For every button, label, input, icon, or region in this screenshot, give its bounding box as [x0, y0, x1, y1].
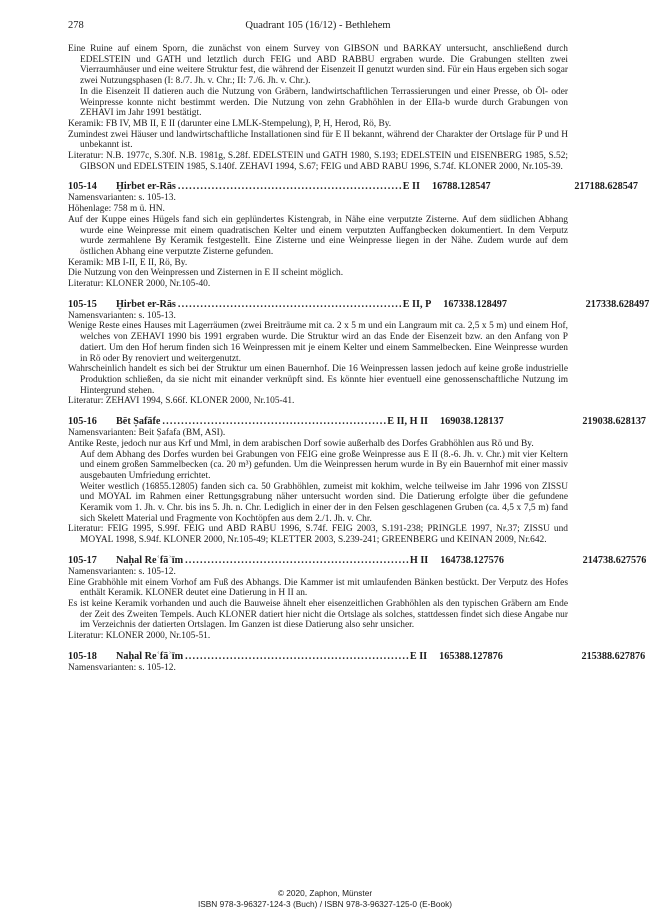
leader-dots: ............................................................ [177, 181, 403, 193]
coordinate-1: 164738.127576 [440, 554, 504, 566]
site-entry [68, 298, 650, 407]
entry-text: Literatur: KLONER 2000, Nr.105-40. [68, 279, 211, 290]
entry-text: Literatur: KLONER 2000, Nr.105-51. [68, 631, 211, 642]
coordinate-1: 169038.128137 [440, 416, 504, 428]
period-label: E II, P [402, 298, 432, 310]
site-entry [68, 554, 647, 642]
entries-list [68, 181, 650, 673]
entry-text: Wenige Reste eines Hauses mit Lagerräumen (zwei Breiträume mit ca. 2 x 5 m und ein Langraum mit ca. 2,5 x 5 m) und einem Hof, welches von ZEHAVI 1990 bis 1991 ergraben wurde. Die Struktur wird an das Ende der Eisenzeit bzw. an den Anfang von P datiert. Um den Hof herum finden sich 16 Weinpressen mit je einem Kelter und einem Sammelbecken. Eine Weinpresse wurden in Rö oder By renoviert und weitergenutzt. [68, 321, 568, 364]
page-header [68, 20, 568, 34]
coordinate-1: 16788.128547 [431, 181, 491, 193]
entry-text: Namensvarianten: s. 105-13. [68, 193, 176, 204]
entry-text: Namensvarianten: Beit Ṣafafa (BM, ASI). [68, 428, 226, 439]
intro-paragraph: In die Eisenzeit II datieren auch die Nutzung von Gräbern, landwirtschaftlichen Terrassierungen und einer Presse, ob Öl- oder Weinpresse konnte nicht bestimmt werden. Die Nutzung von zehn Grabhöhlen in der EIIa-b wurde durch Grabungen von ZEHAVI im Jahr 1991 bestätigt. [80, 86, 568, 119]
page-number: 278 [68, 20, 84, 31]
site-name: Naḥal Reʿfāʾīm [116, 554, 184, 566]
leader-dots: ............................................................ [185, 650, 410, 662]
site-entry [68, 181, 638, 290]
entry-text: Höhenlage: 758 m ü. HN. [68, 204, 165, 215]
coordinate-2: 219038.628137 [582, 416, 646, 428]
coordinate-2: 215388.627876 [581, 650, 646, 662]
entry-text: Wahrscheinlich handelt es sich bei der Struktur um einen Bauernhof. Die 16 Weinpressen lassen jedoch auf keine große industrielle Produktion schließen, da sie nicht mit einander verknüpft sind. Es könnte hier eventuell eine genossenschaftliche Nutzung im Hintergrund stehen. [68, 364, 568, 396]
entry-heading [68, 554, 647, 567]
entry-text: Auf der Kuppe eines Hügels fand sich ein geplündertes Kistengrab, in Nähe eine verputzte Zisterne. Auf dem südlichen Abhang wurde eine Weinpresse mit einem quadratischen Kelter und einem verputzten Auffangbecken dokumentiert. In dem Verputz wurde zermahlene By Keramik festgestellt. Eine Zisterne und eine Weinpresse liegen in der Nähe. Zudem wurde auf dem östlichen Abhang eine verputzte Zisterne gefunden. [68, 214, 568, 257]
site-entry [68, 650, 646, 674]
running-title: Quadrant 105 (16/12) - Bethlehem [245, 20, 391, 31]
entry-text: Antike Reste, jedoch nur aus Krf und Mml, in dem arabischen Dorf sowie außerhalb des Dorfes Grabhöhlen aus Rö und By. [68, 438, 534, 449]
entry-text: Namensvarianten: s. 105-13. [68, 310, 176, 321]
site-entry [68, 416, 646, 546]
leader-dots: ............................................................ [177, 298, 403, 310]
entry-heading [68, 181, 638, 193]
entry-text: Literatur: ZEHAVI 1994, S.66f. KLONER 2000, Nr.105-41. [68, 396, 295, 407]
coordinate-1: 167338.128497 [443, 298, 507, 310]
entry-number: 105-17 [68, 554, 97, 566]
entry-number: 105-16 [68, 416, 97, 428]
copyright-line: © 2020, Zaphon, Münster [277, 888, 373, 898]
period-label: E II, H II [387, 416, 428, 428]
entry-text: Die Nutzung von den Weinpressen und Zisternen in E II scheint möglich. [68, 268, 344, 279]
site-name: Naḥal Reʿfāʾīm [116, 650, 184, 662]
entry-text: Es ist keine Keramik vorhanden und auch die Bauweise ähnelt eher eisenzeitlichen Grabhöhlen als den typischen Gräbern am Ende der Zeit des Zweiten Tempels. Auch KLONER datiert hier nicht die Ortslage als solches, stattdessen findet sich diese Angabe nur im Verzeichnis der datierten Ortslagen. Im Ganzen ist diese Datierung also sehr unsicher. [68, 598, 568, 631]
leader-dots: ............................................................ [162, 416, 388, 428]
page-body [68, 44, 650, 673]
site-name: Ḫirbet er-Rās [116, 181, 176, 193]
site-name: Bēt Ṣafāfe [116, 416, 161, 428]
entry-number: 105-15 [68, 298, 97, 310]
leader-dots: ............................................................ [185, 554, 410, 566]
entry-number: 105-14 [68, 181, 97, 193]
site-name: Ḫirbet er-Rās [116, 298, 176, 310]
entry-number: 105-18 [68, 650, 97, 662]
coordinate-1: 165388.127876 [439, 650, 503, 662]
entry-heading [68, 416, 646, 428]
intro-section [68, 44, 568, 172]
period-label: E II [409, 650, 428, 662]
entry-text: Eine Grabhöhle mit einem Vorhof am Fuß des Abhangs. Die Kammer ist mit umlaufenden Bänken bestückt. Der Verputz des Hofes enthält Keramik. KLONER deutet eine Datierung in H II an. [68, 577, 568, 599]
entry-text: Literatur: FEIG 1995, S.99f. FEIG und ABD RABU 1996, S.74f. FEIG 2003, S.191-238; PRINGLE 1997, Nr.37; ZISSU und MOYAL 1998, S.94f. KLONER 2000, Nr.105-49; KLETTER 2003, S.239-241; GREENBERG und KEINAN 2009, Nr.642. [68, 524, 568, 546]
page-footer [0, 888, 650, 909]
entry-text: Auf dem Abhang des Dorfes wurden bei Grabungen von FEIG eine große Weinpresse aus E II (8.-6. Jh. v. Chr.) mit vier Keltern und einem großen Sammelbecken (ca. 20 m³) gefunden. Um die Weinpressen herum wurde in By ein Bauernhof mit einer massiv ausgebauten Umfriedung errichtet. [80, 449, 568, 481]
entry-text: Weiter westlich (16855.12805) fanden sich ca. 50 Grabhöhlen, zumeist mit kokhim, welche teilweise im Jahr 1996 von ZISSU und MOYAL im Rahmen einer Rettungsgrabung näher untersucht worden sind. Die Datierung erfolgte über die gefundene Keramik vom 1. Jh. v. Chr. bis ins 5. Jh. n. Chr. Lediglich in einer der in den Felsen geschlagenen Gruben (ca. 4,5 x 7,5 m) fand sich Skelett Material und Fragmente von Kochtöpfen aus dem 2./1. Jh. v. Chr. [80, 481, 568, 524]
coordinate-2: 214738.627576 [582, 554, 647, 566]
summary-paragraph: Zumindest zwei Häuser und landwirtschaftliche Installationen sind für E II bekannt, während der Charakter der Ortslage für P und H unbekannt ist. [68, 129, 568, 151]
ceramics-line: Keramik: FB IV, MB II, E II (darunter eine LMLK-Stempelung), P, H, Herod, Rö, By. [68, 118, 392, 129]
isbn-line: ISBN 978-3-96327-124-3 (Buch) / ISBN 978-3-96327-125-0 (E-Book) [197, 898, 453, 909]
entry-text: Keramik: MB I-II, E II, Rö, By. [68, 257, 188, 268]
coordinate-2: 217188.628547 [574, 181, 638, 193]
intro-paragraph: Eine Ruine auf einem Sporn, die zunächst von einem Survey von GIBSON und BARKAY untersucht, anschließend durch EDELSTEIN und GATH und letztlich durch FEIG und ABD RABBU ergraben wurde. Die Grabungen stellten zwei Vierraumhäuser und eine weitere Struktur fest, die während der Eisenzeit II genutzt wurden sind. Für ein Haus ergeben sich sogar zwei Nutzungsphasen (I: 8./7. Jh. v. Chr.; II: 7./6. Jh. v. Chr.). [68, 44, 568, 87]
entry-heading [68, 298, 650, 311]
literature-line: Literatur: N.B. 1977c, S.30f. N.B. 1981g, S.28f. EDELSTEIN und GATH 1980, S.193; EDELSTEIN und EISENBERG 1985, S.52; GIBSON und EDELSTEIN 1985, S.140f. ZEHAVI 1994, S.67; FEIG und ABD RABU 1996, S.74f. KLONER 2000, Nr.105-39. [68, 151, 568, 172]
entry-heading [68, 650, 646, 663]
period-label: H II [409, 554, 429, 566]
entry-text: Namensvarianten: s. 105-12. [68, 662, 176, 673]
coordinate-2: 217338.628497 [585, 298, 650, 310]
period-label: E II [402, 181, 420, 193]
entry-text: Namensvarianten: s. 105-12. [68, 566, 176, 577]
